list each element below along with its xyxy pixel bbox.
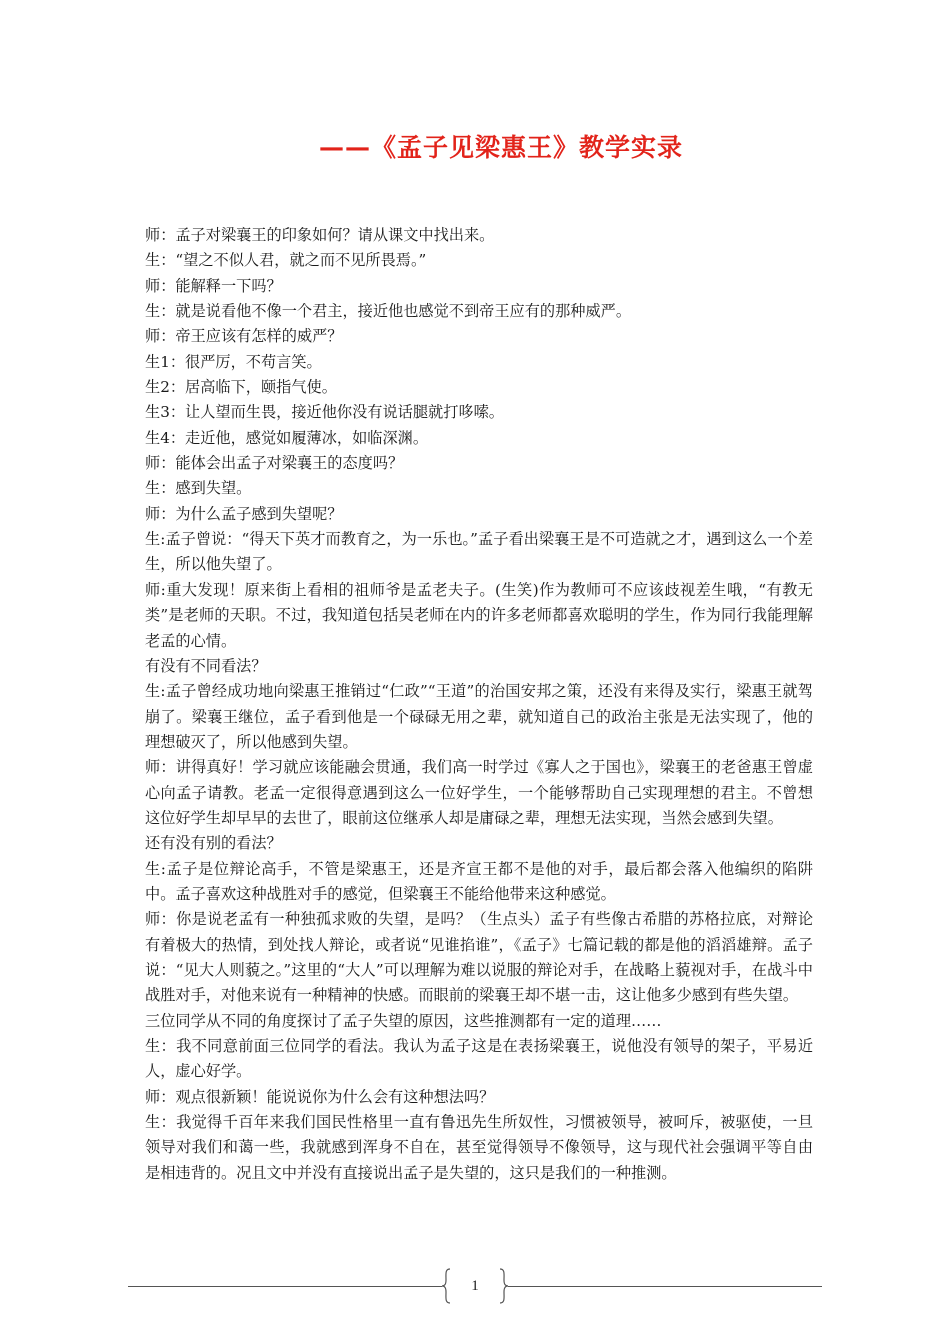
paragraph: 师:重大发现！原来街上看相的祖师爷是孟老夫子。(生笑)作为教师可不应该歧视差生哦，“有教无类”是老师的天职。不过，我知道包括吴老师在内的许多老师都喜欢聪明的学生，作为同行我能理解老孟的心情。: [145, 580, 813, 650]
left-brace-icon: [440, 1268, 452, 1304]
paragraph: 生4：走近他，感觉如履薄冰，如临深渊。: [145, 428, 429, 447]
paragraph: 生:孟子曾经成功地向梁惠王推销过“仁政”“王道”的治国安邦之策，还没有来得及实行，梁惠王就驾崩了。梁襄王继位，孟子看到他是一个碌碌无用之辈，就知道自己的政治主张是无法实现了，他的理想破灭了，所以他感到失望。: [145, 682, 813, 751]
paragraph: 师：为什么孟子感到失望呢？: [145, 504, 343, 523]
paragraph: 师：能解释一下吗？: [145, 276, 282, 295]
paragraph: 生:孟子曾说：“得天下英才而教育之，为一乐也。”孟子看出梁襄王是不可造就之才，遇到这么一个差生，所以他失望了。: [145, 530, 813, 574]
paragraph: 师：观点很新颖！能说说你为什么会有这种想法吗？: [145, 1087, 495, 1106]
paragraph: 师：孟子对梁襄王的印象如何？请从课文中找出来。: [145, 226, 495, 244]
paragraph: 生：我不同意前面三位同学的看法。我认为孟子这是在表扬梁襄王，说他没有领导的架子，平易近人，虚心好学。: [145, 1037, 813, 1081]
paragraph: 生2：居高临下，颐指气使。: [145, 378, 337, 397]
paragraph: 生：“望之不似人君，就之而不见所畏焉。”: [145, 251, 427, 270]
paragraph: 生：我觉得千百年来我们国民性格里一直有鲁迅先生所奴性，习惯被领导，被呵斥，被驱使，一旦领导对我们和蔼一些，我就感到浑身不自在，甚至觉得领导不像领导，这与现代社会强调平等自由是相违背的。况且文中并没有直接说出孟子是失望的，这只是我们的一种推测。: [145, 1113, 813, 1182]
paragraph: 还有没有别的看法？: [145, 834, 282, 853]
paragraph: 师：帝王应该有怎样的威严？: [145, 327, 343, 346]
footer-rule-left: [128, 1286, 442, 1287]
footer-rule-right: [508, 1286, 822, 1287]
paragraph: 生：感到失望。: [145, 479, 252, 498]
page-footer: [0, 1268, 950, 1308]
paragraph: 三位同学从不同的角度探讨了孟子失望的原因，这些推测都有一定的道理……: [145, 1011, 662, 1030]
paragraph: 有没有不同看法？: [145, 656, 267, 675]
paragraph: 师：你是说老孟有一种独孤求败的失望，是吗？（生点头）孟子有些像古希腊的苏格拉底，对辩论有着极大的热情，到处找人辩论，或者说“见谁掐谁”，《孟子》七篇记载的都是他的滔滔雄辩。孟子说：“见大人则藐之。”这里的“大人”可以理解为难以说服的辩论对手，在战略上藐视对手，在战斗中战胜对手，对他来说有一种精神的快感。而眼前的梁襄王却不堪一击，这让他多少感到有些失望。: [145, 910, 813, 1005]
paragraph: 生:孟子是位辩论高手，不管是梁惠王，还是齐宣王都不是他的对手，最后都会落入他编织的陷阱中。孟子喜欢这种战胜对手的感觉，但梁襄王不能给他带来这种感觉。: [145, 859, 813, 903]
paragraph: 生：就是说看他不像一个君主，接近他也感觉不到帝王应有的那种威严。: [145, 302, 631, 321]
paragraph: 生3：让人望而生畏，接近他你没有说话腿就打哆嗦。: [145, 403, 504, 422]
paragraph: 生1：很严厉，不苟言笑。: [145, 352, 322, 371]
paragraph: 师：讲得真好！学习就应该能融会贯通，我们高一时学过《寡人之于国也》，梁襄王的老爸惠王曾虚心向孟子请教。老孟一定很得意遇到这么一位好学生，一个能够帮助自己实现理想的君主。不曾想这位好学生却早早的去世了，眼前这位继承人却是庸碌之辈，理想无法实现，当然会感到失望。: [145, 758, 813, 827]
paragraph: 师：能体会出孟子对梁襄王的态度吗？: [145, 454, 404, 473]
document-title: ——《孟子见梁惠王》教学实录: [318, 133, 683, 162]
document-body: [145, 223, 813, 1186]
page-number: 1: [471, 1278, 479, 1294]
